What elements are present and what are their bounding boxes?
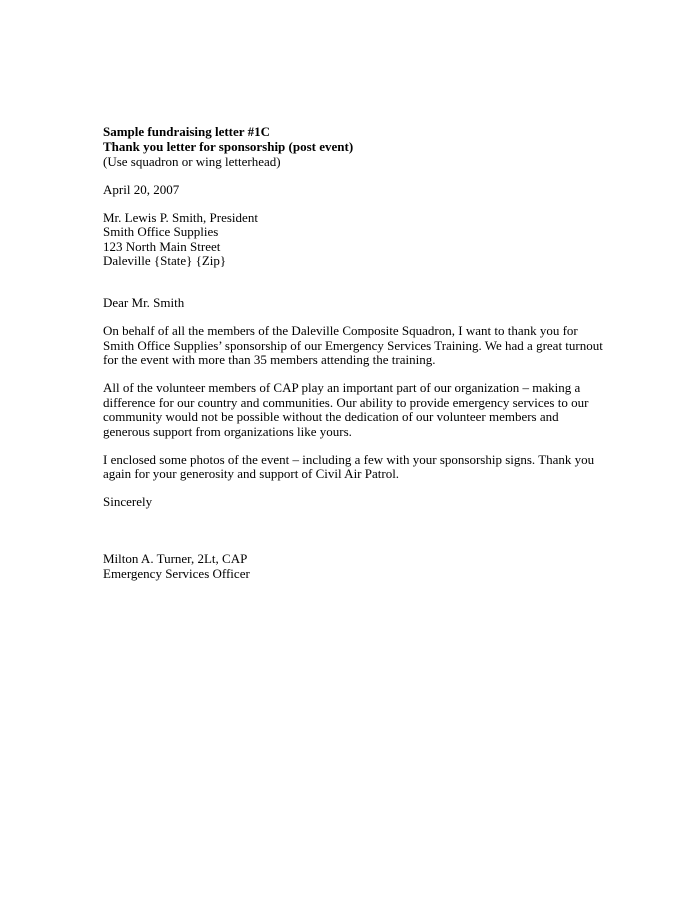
paragraph-3-line: again for your generosity and support of Civil Air Patrol. (103, 466, 400, 481)
paragraph-2-line: difference for our country and communities. Our ability to provide emergency services to our (103, 395, 589, 410)
closing: Sincerely (103, 494, 153, 509)
recipient-street: 123 North Main Street (103, 239, 221, 254)
paragraph-2-line: All of the volunteer members of CAP play an important part of our organization – making a (103, 380, 581, 395)
recipient-name: Mr. Lewis P. Smith, President (103, 210, 258, 225)
paragraph-2-line: generous support from organizations like yours. (103, 424, 352, 439)
recipient-company: Smith Office Supplies (103, 224, 219, 239)
paragraph-2-line: community would not be possible without the dedication of our volunteer members and (103, 409, 559, 424)
signature-name: Milton A. Turner, 2Lt, CAP (103, 551, 248, 566)
salutation: Dear Mr. Smith (103, 295, 185, 310)
paragraph-3-line: I enclosed some photos of the event – including a few with your sponsorship signs. Thank you (103, 452, 595, 467)
paragraph-1-line: for the event with more than 35 members attending the training. (103, 352, 436, 367)
paragraph-1-line: Smith Office Supplies’ sponsorship of our Emergency Services Training. We had a great turnout (103, 338, 603, 353)
letter-title: Sample fundraising letter #1C (103, 124, 270, 139)
letterhead-note: (Use squadron or wing letterhead) (103, 154, 281, 169)
paragraph-1-line: On behalf of all the members of the Daleville Composite Squadron, I want to thank you for (103, 323, 578, 338)
letter-subtitle: Thank you letter for sponsorship (post event) (103, 139, 354, 154)
recipient-city: Daleville {State} {Zip} (103, 253, 227, 268)
signature-title: Emergency Services Officer (103, 566, 250, 581)
letter-date: April 20, 2007 (103, 182, 180, 197)
